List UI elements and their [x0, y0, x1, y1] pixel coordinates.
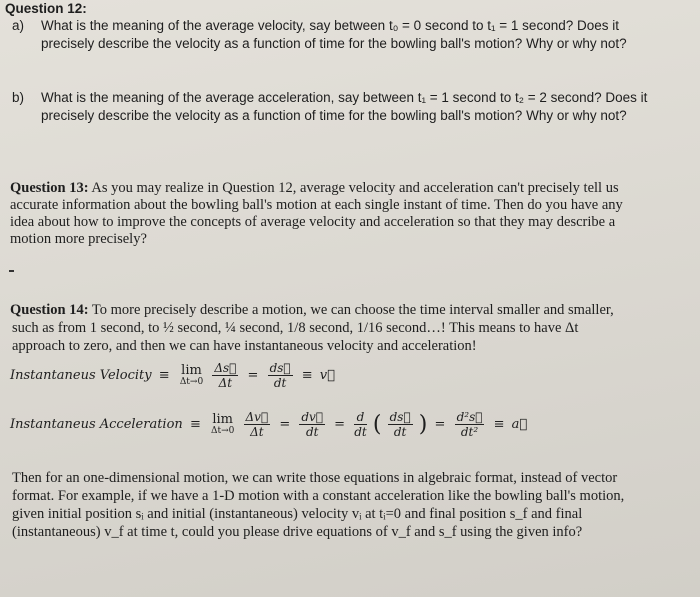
q13-line-1: As you may realize in Question 12, average velocity and acceleration can't precisely tell us: [91, 180, 619, 196]
margin-dash: [9, 270, 14, 272]
acceleration-limit: [211, 413, 234, 436]
q12b-line-1: What is the meaning of the average acceleration, say between t₁ = 1 second to t₂ = 2 second? Does it: [41, 90, 648, 105]
velocity-result: v⃗: [319, 368, 335, 383]
acceleration-close-paren: ): [418, 412, 428, 437]
acceleration-lim-text: lim: [212, 412, 233, 427]
acceleration-inner-fraction: [388, 410, 413, 439]
q13-line-3: idea about how to improve the concepts of average velocity and acceleration so that they may describe a: [10, 214, 616, 230]
acceleration-label: Instantaneus Acceleration: [10, 417, 183, 432]
velocity-fraction-2: [268, 361, 293, 390]
acceleration-equation: [10, 410, 527, 439]
q13-first-line: [10, 180, 619, 197]
acceleration-result: a⃗: [511, 417, 528, 432]
velocity-lim-sub: Δt→0: [179, 377, 204, 387]
acceleration-equals-sign-3: =: [434, 417, 446, 432]
velocity-equals-sign: =: [247, 368, 259, 383]
acceleration-open-paren: (: [372, 412, 382, 437]
q14-line-1: To more precisely describe a motion, we can choose the time interval smaller and smaller,: [91, 302, 614, 318]
q12b-line-2: precisely describe the velocity as a function of time for the bowling ball's motion? Why or why not?: [41, 108, 627, 123]
q14-para-line-2: format. For example, if we have a 1-D motion with a constant acceleration like the bowling ball's motion,: [12, 488, 625, 504]
acceleration-fraction-2: [299, 410, 325, 439]
velocity-num-1: Δs⃗: [214, 361, 237, 375]
q14-title: Question 14:: [10, 302, 89, 318]
acceleration-inner-den: dt: [393, 425, 407, 439]
acceleration-equiv-sign-2: ≡: [493, 417, 505, 432]
velocity-num-2: ds⃗: [269, 361, 291, 375]
q14-line-3: approach to zero, and then we can have instantaneous velocity and acceleration!: [12, 338, 477, 354]
acceleration-inner-num: ds⃗: [389, 410, 411, 424]
acceleration-lim-sub: Δt→0: [210, 426, 235, 436]
velocity-den-1: Δt: [218, 376, 233, 390]
velocity-equiv-sign-2: ≡: [301, 368, 313, 383]
q14-para-line-1: Then for an one-dimensional motion, we can write those equations in algebraic format, instead of vector: [12, 470, 618, 486]
acceleration-equiv-sign: ≡: [189, 417, 201, 432]
acceleration-den-1: Δt: [250, 425, 264, 439]
velocity-equation: [10, 361, 335, 390]
q12a-line-1: What is the meaning of the average velocity, say between t₀ = 0 second to t₁ = 1 second? Does it: [41, 18, 619, 33]
q14-line-2: such as from 1 second, to ½ second, ¼ second, 1/8 second, 1/16 second…! This means to have Δt: [12, 320, 579, 336]
acceleration-den-2: dt: [305, 425, 319, 439]
acceleration-num-3: d: [354, 410, 367, 425]
q14-para-line-4: (instantaneous) v_f at time t, could you please drive equations of v_f and s_f using the given info?: [12, 524, 583, 540]
acceleration-fraction-3: [354, 410, 367, 439]
acceleration-fraction-4: [455, 410, 485, 439]
acceleration-den-4: dt²: [460, 425, 479, 439]
acceleration-num-4: d²s⃗: [456, 410, 483, 424]
acceleration-num-1: Δv⃗: [245, 410, 269, 424]
q14-first-line: [10, 302, 614, 319]
q13-title: Question 13:: [10, 180, 89, 196]
q13-line-2: accurate information about the bowling ball's motion at each single instant of time. Then do you have any: [10, 197, 623, 213]
velocity-lim-text: lim: [181, 363, 202, 378]
q12a-line-2: precisely describe the velocity as a function of time for the bowling ball's motion? Why or why not?: [41, 36, 627, 51]
acceleration-equals-sign-2: =: [334, 417, 346, 432]
velocity-fraction-1: [212, 361, 238, 390]
velocity-limit: [180, 364, 203, 387]
acceleration-fraction-1: [244, 410, 271, 439]
q13-line-4: motion more precisely?: [10, 231, 147, 247]
acceleration-equals-sign-1: =: [279, 417, 291, 432]
acceleration-den-3: dt: [354, 425, 367, 439]
q12b-label: b): [12, 90, 25, 105]
velocity-label: Instantaneus Velocity: [10, 368, 152, 383]
velocity-den-2: dt: [273, 376, 287, 390]
acceleration-num-2: dv⃗: [301, 410, 324, 424]
q12a-label: a): [12, 18, 25, 33]
velocity-equiv-sign: ≡: [158, 368, 170, 383]
q14-para-line-3: given initial position sᵢ and initial (instantaneous) velocity vᵢ at tᵢ=0 and final position s_f and final: [12, 506, 583, 522]
q12-title: Question 12:: [5, 1, 87, 16]
